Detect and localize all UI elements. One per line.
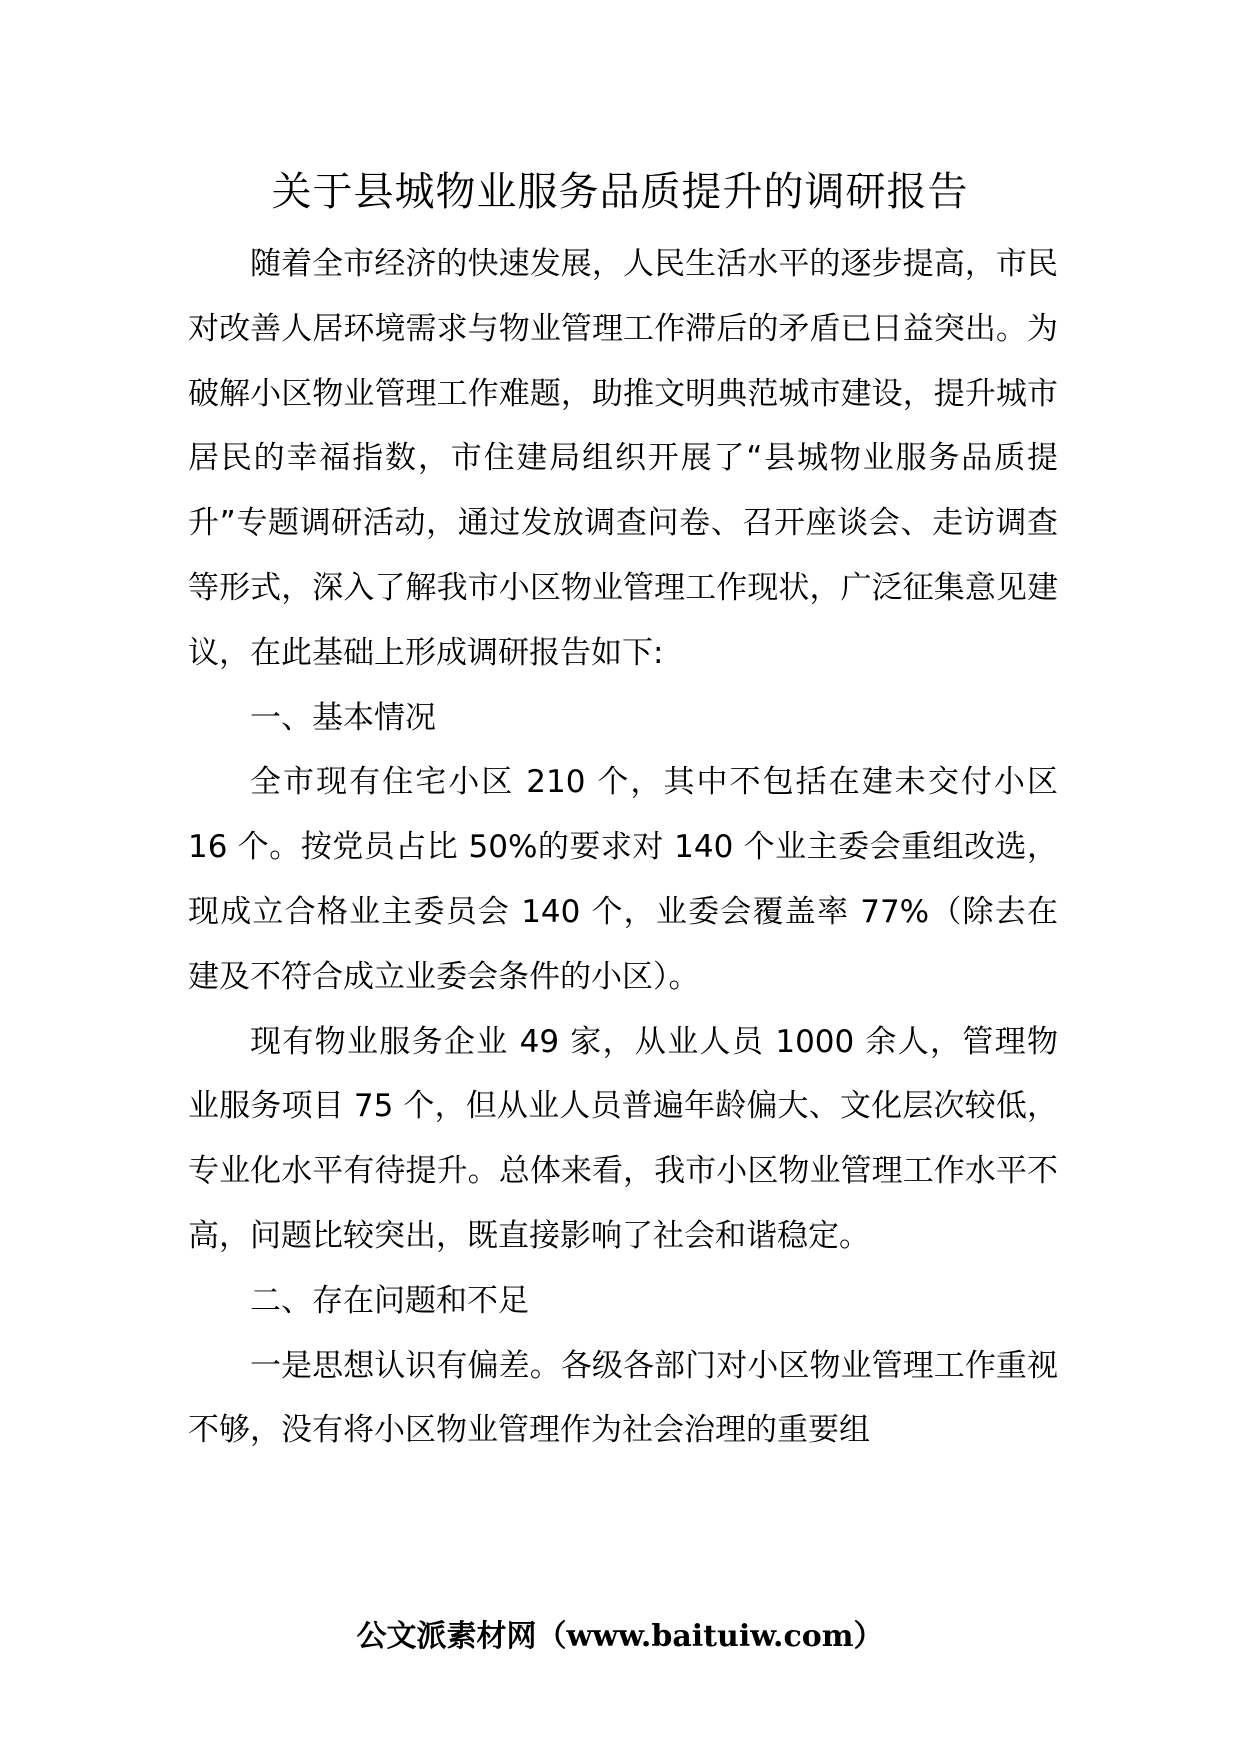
section-heading-basic-situation: 一、基本情况	[250, 699, 436, 736]
intro-paragraph: 随着全市经济的快速发展，人民生活水平的逐步提高，市民对改善人居环境需求与物业管理工作滞后的矛盾已日益突出。为破解小区物业管理工作难题，助推文明典范城市建设，提升城市居民的幸福指数，市住建局组织开展了“县城物业服务品质提升”专题调研活动，通过发放调查问卷、召开座谈会、走访调查等形式，深入了解我市小区物业管理工作现状，广泛征集意见建议，在此基础上形成调研报告如下:	[188, 246, 1058, 671]
section-heading-problems: 二、存在问题和不足	[250, 1282, 529, 1319]
footer-watermark-text: 公文派素材网（www.baituiw.com）	[356, 1619, 884, 1654]
document-title: 关于县城物业服务品质提升的调研报告	[271, 169, 969, 215]
body-paragraph: 一是思想认识有偏差。各级各部门对小区物业管理工作重视不够，没有将小区物业管理作为社会治理的重要组	[188, 1347, 1058, 1449]
body-paragraph: 现有物业服务企业 49 家，从业人员 1000 余人，管理物业服务项目 75 个，但从业人员普遍年龄偏大、文化层次较低，专业化水平有待提升。总体来看，我市小区物业管理工作水平不高，问题比较突出，既直接影响了社会和谐稳定。	[188, 1023, 1058, 1254]
body-paragraph: 全市现有住宅小区 210 个，其中不包括在建未交付小区 16 个。按党员占比 50%的要求对 140 个业主委会重组改选，现成立合格业主委员会 140 个，业委会覆盖率 77%（除去在建及不符合成立业委会条件的小区）。	[188, 764, 1058, 995]
document-body	[188, 232, 1058, 1463]
